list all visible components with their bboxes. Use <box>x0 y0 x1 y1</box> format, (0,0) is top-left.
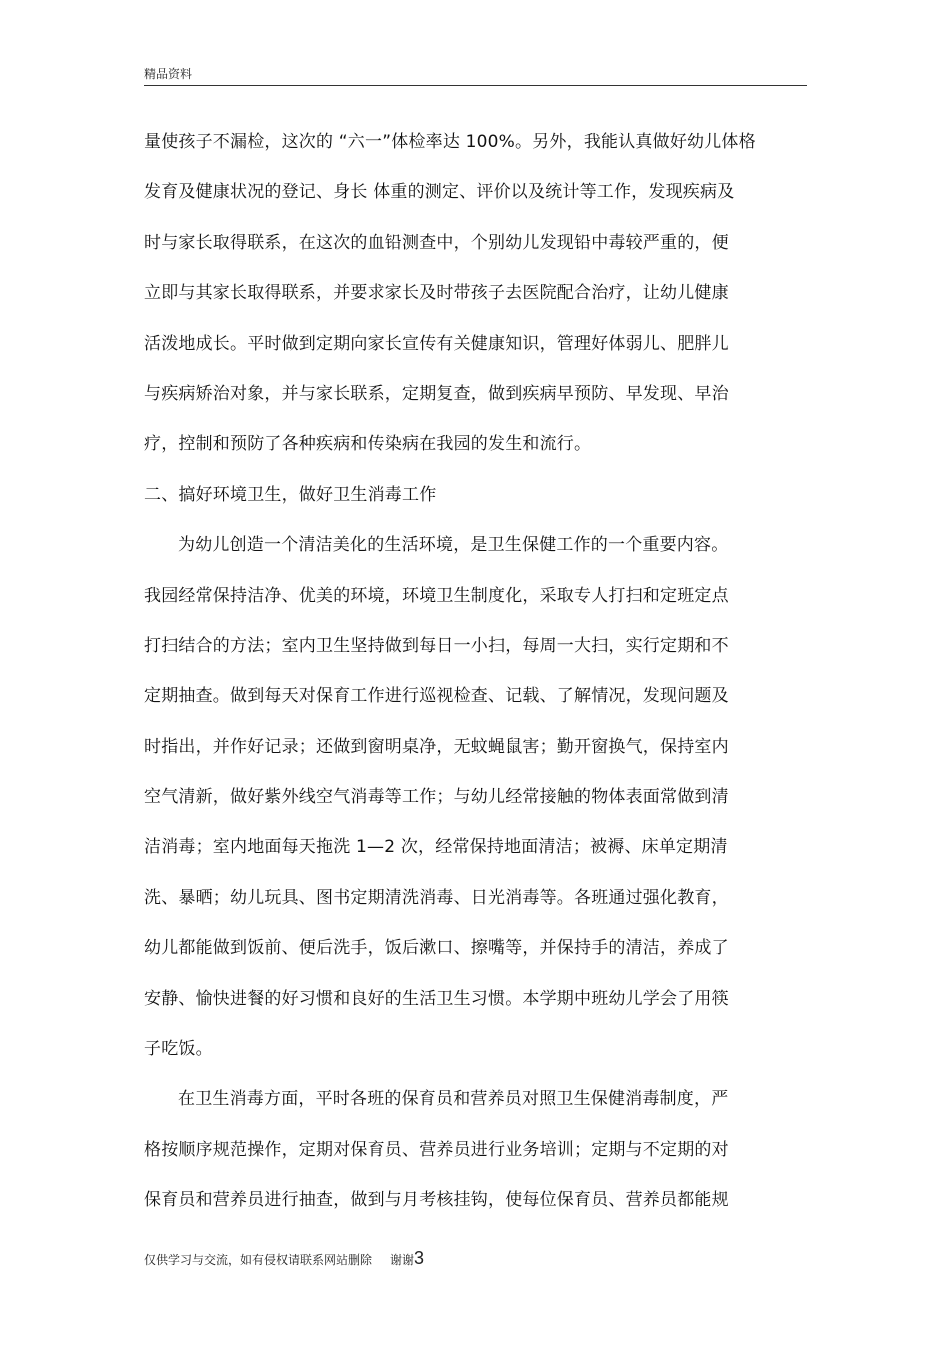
section-heading: 二、搞好环境卫生，做好卫生消毒工作 <box>144 484 437 505</box>
text-line: 安静、愉快进餐的好习惯和良好的生活卫生习惯。本学期中班幼儿学会了用筷 <box>144 988 729 1009</box>
footer-notice: 仅供学习与交流，如有侵权请联系网站删除 <box>144 1253 373 1267</box>
paragraph-first-line: 为幼儿创造一个清洁美化的生活环境，是卫生保健工作的一个重要内容。 <box>178 535 729 556</box>
text-line: 量使孩子不漏检，这次的 “六一”体检率达 100%。另外，我能认真做好幼儿体格 <box>144 132 756 152</box>
text-line: 打扫结合的方法；室内卫生坚持做到每日一小扫，每周一大扫，实行定期和不 <box>144 635 729 656</box>
paragraph-first-line: 在卫生消毒方面，平时各班的保育员和营养员对照卫生保健消毒制度，严 <box>178 1089 729 1110</box>
text-line: 幼儿都能做到饭前、便后洗手，饭后漱口、擦嘴等，并保持手的清洁，养成了 <box>144 938 729 959</box>
text-line: 疗，控制和预防了各种疾病和传染病在我园的发生和流行。 <box>144 434 592 455</box>
text-line: 定期抽查。做到每天对保育工作进行巡视检查、记载、了解情况，发现问题及 <box>144 686 729 707</box>
text-line: 保育员和营养员进行抽查，做到与月考核挂钩，使每位保育员、营养员都能规 <box>144 1190 729 1211</box>
text-line: 活泼地成长。平时做到定期向家长宣传有关健康知识，管理好体弱儿、肥胖儿 <box>144 333 729 354</box>
document-body <box>144 124 807 1233</box>
text-line: 洗、暴晒；幼儿玩具、图书定期清洗消毒、日光消毒等。各班通过强化教育， <box>144 887 729 908</box>
text-line: 格按顺序规范操作，定期对保育员、营养员进行业务培训；定期与不定期的对 <box>144 1139 729 1160</box>
text-line: 立即与其家长取得联系，并要求家长及时带孩子去医院配合治疗，让幼儿健康 <box>144 283 729 304</box>
text-line: 洁消毒；室内地面每天拖洗 1—2 次，经常保持地面清洁；被褥、床单定期清 <box>144 837 728 858</box>
page-header-label: 精品资料 <box>144 67 193 81</box>
header-divider <box>144 85 807 86</box>
footer-thanks: 谢谢 <box>390 1253 415 1267</box>
text-line: 时指出，并作好记录；还做到窗明桌净，无蚊蝇鼠害；勤开窗换气，保持室内 <box>144 736 729 757</box>
page-footer <box>144 1248 424 1270</box>
page-number: 3 <box>414 1248 425 1268</box>
text-line: 与疾病矫治对象，并与家长联系，定期复查，做到疾病早预防、早发现、早治 <box>144 383 729 404</box>
text-line: 空气清新，做好紫外线空气消毒等工作；与幼儿经常接触的物体表面常做到清 <box>144 787 729 808</box>
text-line: 子吃饭。 <box>144 1039 213 1060</box>
text-line: 发育及健康状况的登记、身长 体重的测定、评价以及统计等工作，发现疾病及 <box>144 182 735 203</box>
text-line: 时与家长取得联系，在这次的血铅测查中，个别幼儿发现铅中毒较严重的，便 <box>144 232 729 253</box>
text-line: 我园经常保持洁净、优美的环境，环境卫生制度化，采取专人打扫和定班定点 <box>144 585 729 606</box>
